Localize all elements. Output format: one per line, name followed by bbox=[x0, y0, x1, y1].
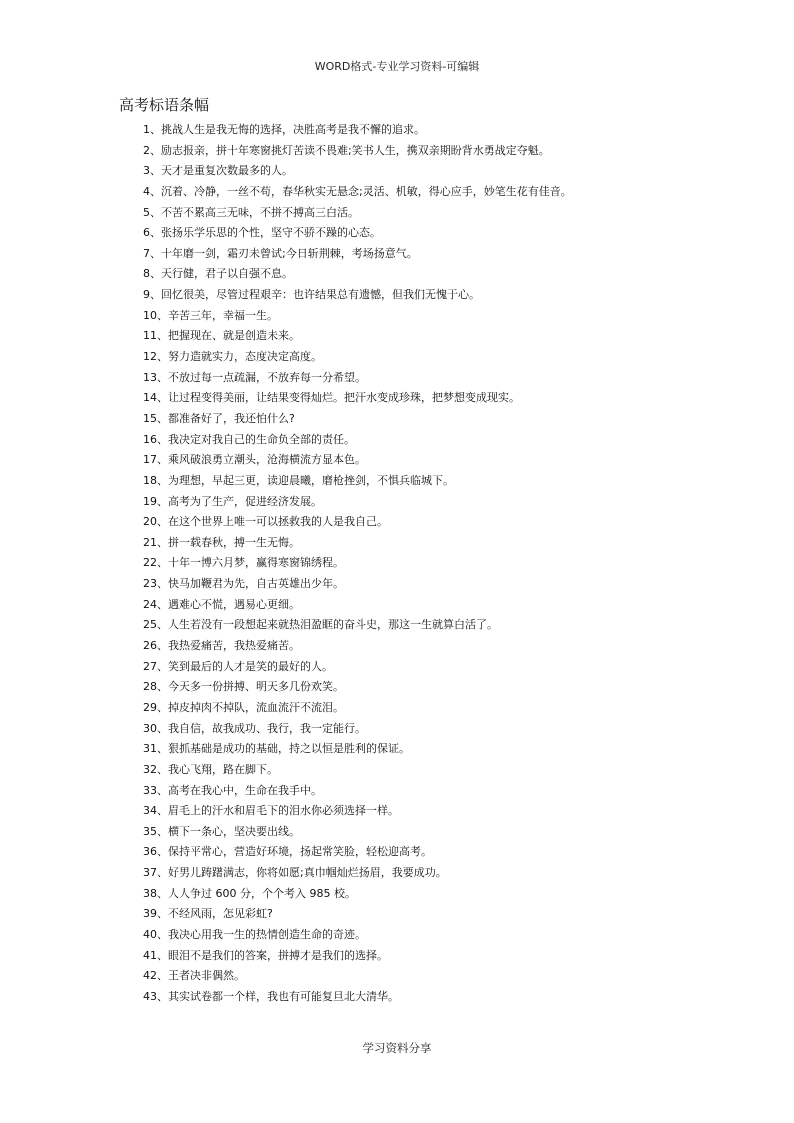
list-item-text: 乘风破浪勇立潮头，沧海横流方显本色。 bbox=[168, 453, 366, 467]
list-item-number: 14、 bbox=[143, 391, 168, 405]
list-item-number: 35、 bbox=[143, 824, 168, 838]
list-item-text: 今天多一份拼搏、明天多几份欢笑。 bbox=[168, 680, 344, 694]
list-item bbox=[143, 182, 572, 203]
list-item bbox=[143, 264, 572, 285]
list-item-number: 8、 bbox=[143, 267, 161, 281]
list-item-text: 狠抓基础是成功的基础，持之以恒是胜利的保证。 bbox=[168, 742, 410, 756]
list-item-number: 30、 bbox=[143, 721, 168, 735]
list-item-text: 眉毛上的汗水和眉毛下的泪水你必须选择一样。 bbox=[168, 804, 399, 818]
list-item bbox=[143, 615, 572, 636]
list-item bbox=[143, 822, 572, 843]
list-item bbox=[143, 657, 572, 678]
list-item-number: 39、 bbox=[143, 907, 168, 921]
list-item bbox=[143, 801, 572, 822]
list-item-text: 拼一载春秋，搏一生无悔。 bbox=[168, 535, 300, 549]
list-item-text: 为理想，早起三更，读迎晨曦，磨枪挫剑，不惧兵临城下。 bbox=[168, 473, 454, 487]
list-item-number: 16、 bbox=[143, 432, 168, 446]
list-item-text: 十年磨一剑，霜刃未曾试;今日斩荆棘，考场扬意气。 bbox=[161, 246, 418, 260]
list-item-number: 13、 bbox=[143, 370, 168, 384]
list-item-number: 31、 bbox=[143, 742, 168, 756]
list-item-number: 28、 bbox=[143, 680, 168, 694]
list-item-number: 24、 bbox=[143, 597, 168, 611]
list-item-text: 不放过每一点疏漏，不放弃每一分希望。 bbox=[168, 370, 366, 384]
list-item bbox=[143, 595, 572, 616]
list-item-number: 20、 bbox=[143, 515, 168, 529]
list-item bbox=[143, 533, 572, 554]
list-item-number: 29、 bbox=[143, 700, 168, 714]
list-item bbox=[143, 347, 572, 368]
list-item-number: 36、 bbox=[143, 845, 168, 859]
list-item bbox=[143, 409, 572, 430]
list-item bbox=[143, 161, 572, 182]
list-item-number: 25、 bbox=[143, 618, 168, 632]
list-item-text: 好男儿踌躇满志，你将如愿;真巾帼灿烂扬眉，我要成功。 bbox=[168, 866, 447, 880]
list-item-text: 把握现在、就是创造未来。 bbox=[168, 329, 300, 343]
list-item-text: 辛苦三年，幸福一生。 bbox=[168, 308, 278, 322]
list-item-text: 天行健，君子以自强不息。 bbox=[161, 267, 293, 281]
page-footer: 学习资料分享 bbox=[362, 1041, 432, 1055]
list-item-number: 42、 bbox=[143, 969, 168, 983]
list-item-number: 40、 bbox=[143, 927, 168, 941]
list-item-number: 32、 bbox=[143, 762, 168, 776]
list-item bbox=[143, 946, 572, 967]
list-item-text: 眼泪不是我们的答案，拼搏才是我们的选择。 bbox=[168, 948, 388, 962]
list-item bbox=[143, 141, 572, 162]
list-item-text: 励志报亲，拼十年寒窗挑灯苦读不畏难;笑书人生，携双亲期盼背水勇战定夺魁。 bbox=[161, 143, 550, 157]
list-item-number: 5、 bbox=[143, 205, 161, 219]
list-item bbox=[143, 368, 572, 389]
list-item bbox=[143, 987, 572, 1008]
list-item-number: 21、 bbox=[143, 535, 168, 549]
list-item-text: 人生若没有一段想起来就热泪盈眶的奋斗史，那这一生就算白活了。 bbox=[168, 618, 498, 632]
list-item-text: 笑到最后的人才是笑的最好的人。 bbox=[168, 659, 333, 673]
list-item-text: 努力造就实力，态度决定高度。 bbox=[168, 350, 322, 364]
list-item-number: 6、 bbox=[143, 226, 161, 240]
list-item bbox=[143, 388, 572, 409]
list-item bbox=[143, 884, 572, 905]
list-item bbox=[143, 863, 572, 884]
list-item-number: 41、 bbox=[143, 948, 168, 962]
list-item-text: 都准备好了，我还怕什么? bbox=[168, 411, 295, 425]
list-item bbox=[143, 719, 572, 740]
list-item-number: 1、 bbox=[143, 123, 161, 136]
list-item bbox=[143, 842, 572, 863]
list-item-text: 人人争过 600 分，个个考入 985 校。 bbox=[168, 886, 356, 900]
document-title: 高考标语条幅 bbox=[119, 96, 210, 114]
list-item-text: 挑战人生是我无悔的选择，决胜高考是我不懈的追求。 bbox=[161, 123, 425, 136]
list-item-text: 十年一博六月梦，赢得寒窗锦绣程。 bbox=[168, 556, 344, 570]
list-item bbox=[143, 326, 572, 347]
list-item-text: 我心飞翔，路在脚下。 bbox=[168, 762, 278, 776]
list-item-text: 快马加鞭君为先，自古英雄出少年。 bbox=[168, 577, 344, 591]
list-item bbox=[143, 574, 572, 595]
list-item-text: 其实试卷都一个样，我也有可能复旦北大清华。 bbox=[168, 989, 399, 1003]
list-item-text: 我决定对我自己的生命负全部的责任。 bbox=[168, 432, 355, 446]
list-item-number: 43、 bbox=[143, 989, 168, 1003]
list-item-text: 我自信，故我成功、我行，我一定能行。 bbox=[168, 721, 366, 735]
list-item-number: 3、 bbox=[143, 164, 161, 178]
list-item-text: 王者决非偶然。 bbox=[168, 969, 245, 983]
list-item bbox=[143, 512, 572, 533]
list-item-number: 33、 bbox=[143, 783, 168, 797]
list-item-text: 不经风雨，怎见彩虹? bbox=[168, 907, 273, 921]
list-item-number: 7、 bbox=[143, 246, 161, 260]
list-item-number: 23、 bbox=[143, 577, 168, 591]
list-item-number: 12、 bbox=[143, 350, 168, 364]
page-header: WORD格式-专业学习资料-可编辑 bbox=[314, 60, 480, 73]
list-item-number: 18、 bbox=[143, 473, 168, 487]
list-item bbox=[143, 223, 572, 244]
list-item bbox=[143, 677, 572, 698]
list-item-number: 4、 bbox=[143, 184, 161, 198]
list-item-number: 38、 bbox=[143, 886, 168, 900]
list-item bbox=[143, 904, 572, 925]
slogan-list bbox=[143, 120, 572, 1008]
list-item-number: 15、 bbox=[143, 411, 168, 425]
list-item-number: 26、 bbox=[143, 639, 168, 653]
list-item-number: 19、 bbox=[143, 494, 168, 508]
list-item-number: 2、 bbox=[143, 143, 161, 157]
list-item-text: 不苦不累高三无味，不拼不搏高三白活。 bbox=[161, 205, 359, 219]
list-item bbox=[143, 244, 572, 265]
list-item-number: 17、 bbox=[143, 453, 168, 467]
list-item bbox=[143, 492, 572, 513]
list-item-text: 高考在我心中，生命在我手中。 bbox=[168, 783, 322, 797]
list-item-text: 保持平常心，营造好环境，扬起常笑脸，轻松迎高考。 bbox=[168, 845, 432, 859]
list-item bbox=[143, 120, 572, 141]
list-item-number: 11、 bbox=[143, 329, 168, 343]
list-item bbox=[143, 925, 572, 946]
list-item-text: 回忆很美，尽管过程艰辛：也许结果总有遗憾，但我们无愧于心。 bbox=[161, 288, 480, 302]
list-item bbox=[143, 698, 572, 719]
list-item-text: 让过程变得美丽，让结果变得灿烂。把汗水变成珍珠，把梦想变成现实。 bbox=[168, 391, 520, 405]
list-item-number: 9、 bbox=[143, 288, 161, 302]
list-item-text: 沉着、冷静，一丝不苟，春华秋实无悬念;灵活、机敏，得心应手，妙笔生花有佳音。 bbox=[161, 184, 572, 198]
list-item-number: 27、 bbox=[143, 659, 168, 673]
list-item bbox=[143, 553, 572, 574]
list-item-text: 张扬乐学乐思的个性，坚守不骄不躁的心态。 bbox=[161, 226, 381, 240]
list-item-number: 22、 bbox=[143, 556, 168, 570]
list-item bbox=[143, 430, 572, 451]
list-item-text: 我热爱痛苦，我热爱痛苦。 bbox=[168, 639, 300, 653]
list-item bbox=[143, 636, 572, 657]
list-item-number: 37、 bbox=[143, 866, 168, 880]
list-item bbox=[143, 471, 572, 492]
list-item bbox=[143, 450, 572, 471]
list-item-text: 天才是重复次数最多的人。 bbox=[161, 164, 293, 178]
list-item-text: 横下一条心，坚决要出线。 bbox=[168, 824, 300, 838]
list-item bbox=[143, 739, 572, 760]
list-item-text: 我决心用我一生的热情创造生命的奇迹。 bbox=[168, 927, 366, 941]
list-item bbox=[143, 285, 572, 306]
list-item bbox=[143, 760, 572, 781]
list-item bbox=[143, 781, 572, 802]
list-item-text: 高考为了生产，促进经济发展。 bbox=[168, 494, 322, 508]
list-item-number: 10、 bbox=[143, 308, 168, 322]
list-item-text: 掉皮掉肉不掉队，流血流汗不流泪。 bbox=[168, 700, 344, 714]
list-item bbox=[143, 203, 572, 224]
list-item-text: 在这个世界上唯一可以拯救我的人是我自己。 bbox=[168, 515, 388, 529]
list-item bbox=[143, 966, 572, 987]
list-item-text: 遇难心不慌，遇易心更细。 bbox=[168, 597, 300, 611]
list-item bbox=[143, 306, 572, 327]
list-item-number: 34、 bbox=[143, 804, 168, 818]
